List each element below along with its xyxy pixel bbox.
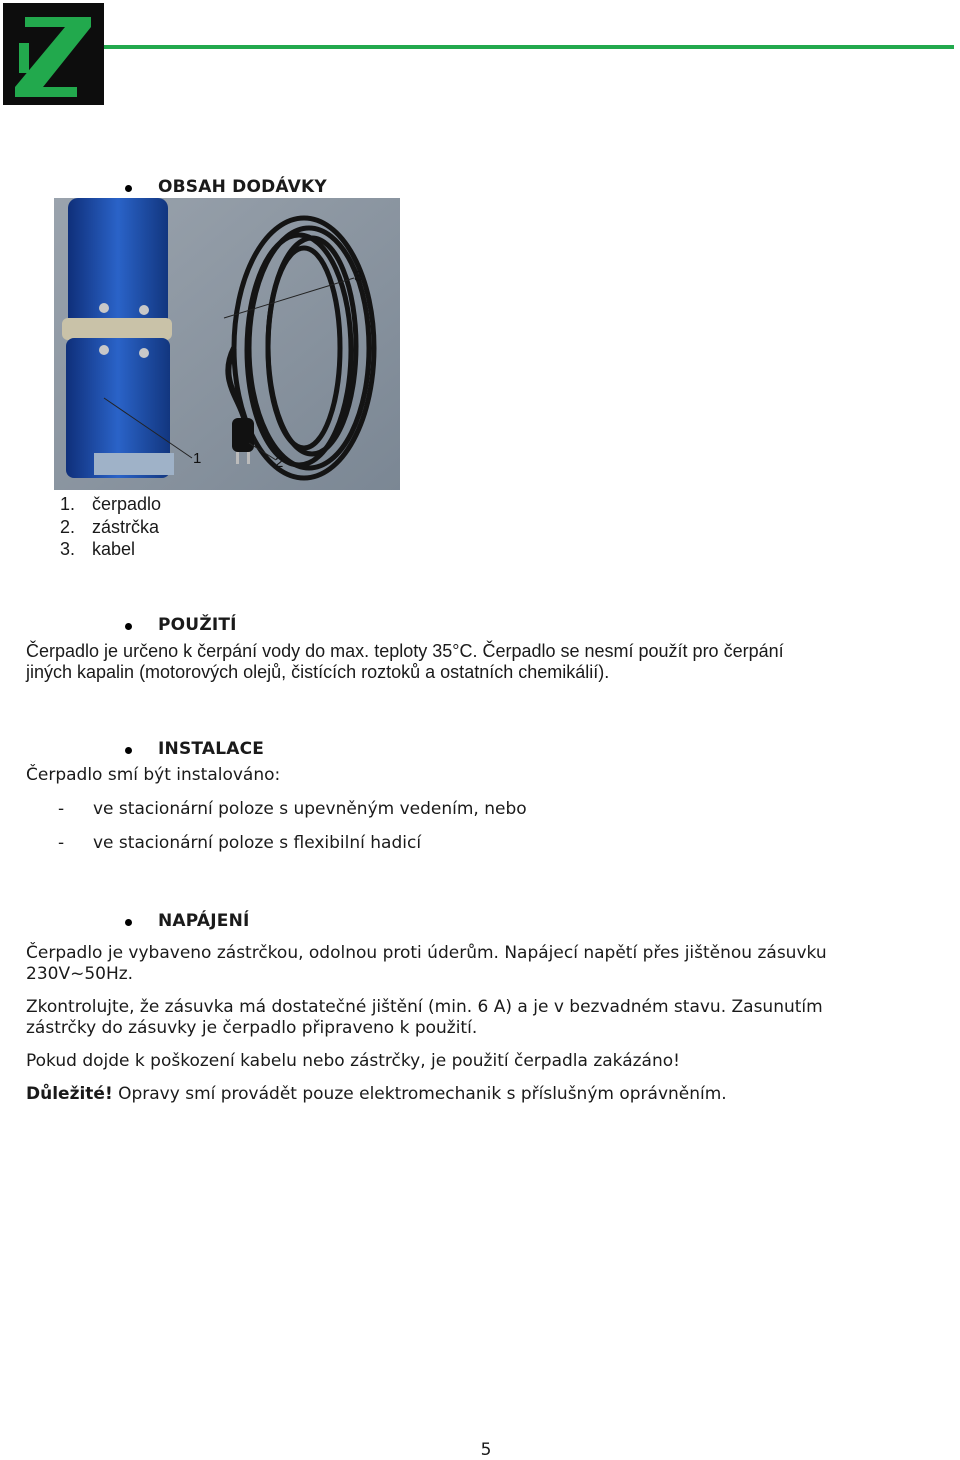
- callout-3: 3: [354, 268, 363, 285]
- parts-list: [60, 493, 161, 561]
- list-item: 3. kabel: [60, 539, 136, 559]
- list-item: - ve stacionární poloze s flexibilní hadicí: [58, 833, 422, 853]
- bullet-icon: [125, 747, 132, 754]
- z-logo-icon: [3, 3, 104, 105]
- pump-photo-illustration: [54, 198, 400, 490]
- power-paragraph-1: Čerpadlo je vybaveno zástrčkou, odolnou proti úderům. Napájecí napětí přes jištěnou zásuvku 230V~50Hz.: [26, 943, 827, 984]
- header-rule: [104, 45, 954, 49]
- list-item: - ve stacionární poloze s upevněným vedením, nebo: [58, 799, 527, 819]
- important-label: Důležité!: [26, 1084, 113, 1104]
- product-photo: [54, 198, 400, 490]
- install-intro: Čerpadlo smí být instalováno:: [26, 765, 281, 785]
- callout-1: 1: [193, 450, 202, 467]
- important-note: Důležité! Opravy smí provádět pouze elektromechanik s příslušným oprávněním.: [26, 1084, 727, 1104]
- callout-2: 2: [275, 454, 284, 471]
- bullet-icon: [125, 623, 132, 630]
- power-paragraph-2: Zkontrolujte, že zásuvka má dostatečné jištění (min. 6 A) a je v bezvadném stavu. Zasunutím zástrčky do zásuvky je čerpadlo připraveno k použití.: [26, 997, 823, 1038]
- list-item: 2. zástrčka: [60, 516, 160, 537]
- bullet-icon: [125, 185, 132, 192]
- bullet-icon: [125, 919, 132, 926]
- usage-paragraph: Čerpadlo je určeno k čerpání vody do max. teploty 35°C. Čerpadlo se nesmí použít pro čerpání jiných kapalin (motorových olejů, čistících roztoků a ostatních chemikálií).: [26, 641, 784, 682]
- list-item: 1. čerpadlo: [60, 494, 162, 514]
- company-logo: [3, 3, 104, 105]
- page-number: 5: [480, 1440, 492, 1460]
- power-paragraph-3: Pokud dojde k poškození kabelu nebo zástrčky, je použití čerpadla zakázáno!: [26, 1051, 680, 1071]
